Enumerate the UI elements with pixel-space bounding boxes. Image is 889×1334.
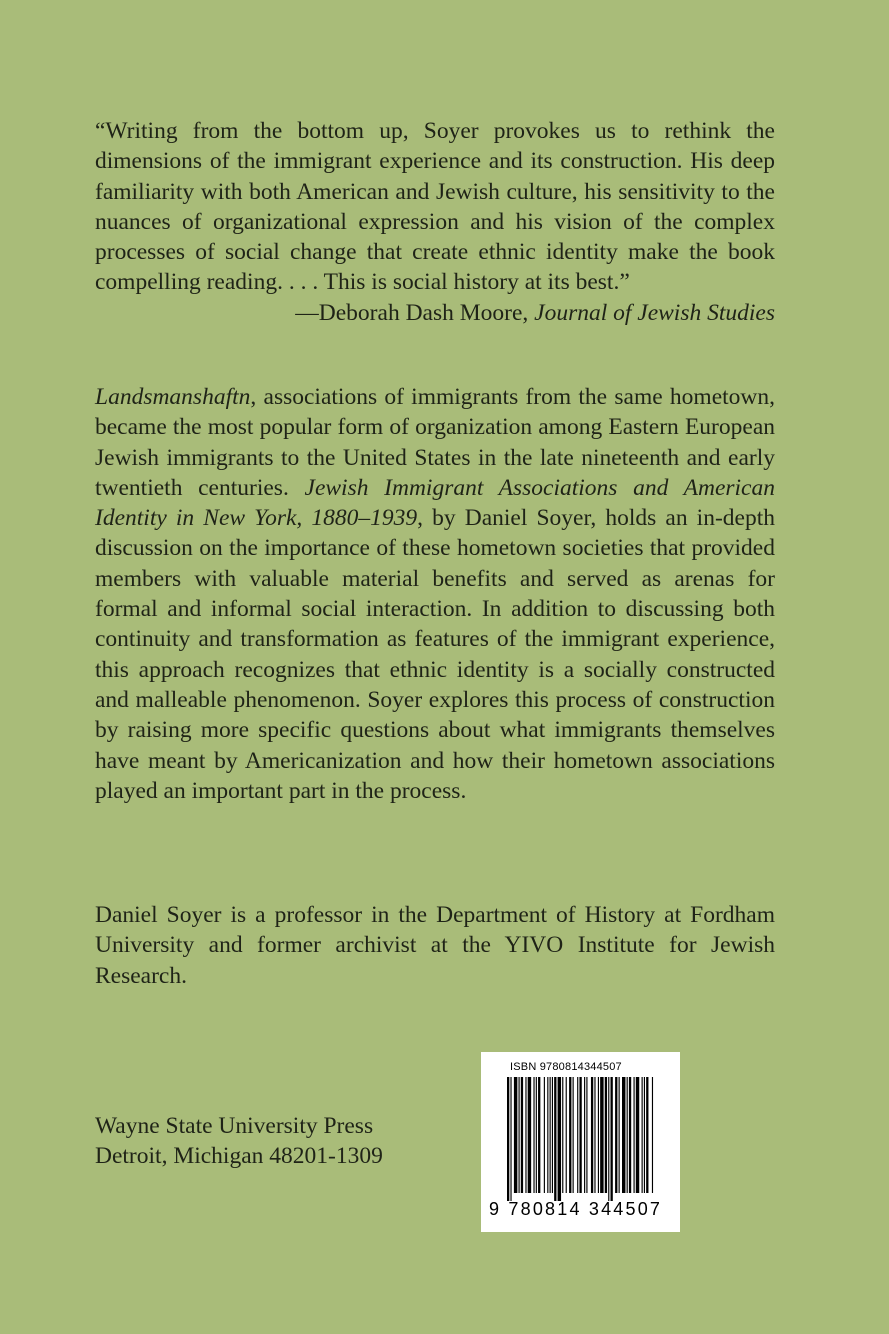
description-term: Landsmanshaftn [95, 384, 251, 410]
barcode-icon [507, 1077, 657, 1201]
isbn-label: ISBN 9780814344507 [510, 1061, 622, 1073]
description-part2: , by Daniel Soyer, holds an in-depth discussion on the importance of these hometown societies that provided members with valuable material benefits and served as arenas for formal and informal social interaction. In addition to discussing both continuity and transformation as features of the immigrant experience, this approach recognizes that ethnic identity is a socially constructed and malleable phenomenon. Soyer explores this process of construction by raising more specific questions about what immigrants themselves have meant by Americanization and how their hometown associations played an important part in the process. [95, 505, 775, 804]
book-title: Jewish Immigrant Associations and American Identity in New York, 1880–1939 [95, 474, 775, 532]
author-bio-text: Daniel Soyer is a professor in the Department of History at Fordham University and former archivist at the YIVO Institute for Jewish Research. [95, 902, 775, 989]
author-bio [95, 900, 775, 991]
barcode-panel [481, 1052, 680, 1232]
attribution-source: Journal of Jewish Studies [534, 299, 775, 326]
book-description [95, 382, 775, 806]
publisher-name: Wayne State University Press [95, 1113, 374, 1139]
attribution-name: —Deborah Dash Moore, [295, 299, 535, 326]
quote-text: “Writing from the bottom up, Soyer provokes us to rethink the dimensions of the immigrant experience and its construction. His deep familiarity with both American and Jewish culture, his sensitivity to the nuances of organizational expression and his vision of the complex processes of social change that create ethnic identity make the book compelling reading. . . . This is social history at its best.” [95, 118, 775, 296]
quote-attribution [95, 298, 775, 328]
isbn-digits: 9 780814 344507 [489, 1199, 663, 1219]
description-part1: , associations of immigrants from the same hometown, became the most popular form of organization among Eastern European Jewish immigrants to the United States in the late nineteenth and early twentieth centuries. [95, 384, 775, 501]
publisher-info [95, 1111, 383, 1172]
publisher-address: Detroit, Michigan 48201-1309 [95, 1143, 383, 1170]
praise-quote [95, 116, 775, 328]
